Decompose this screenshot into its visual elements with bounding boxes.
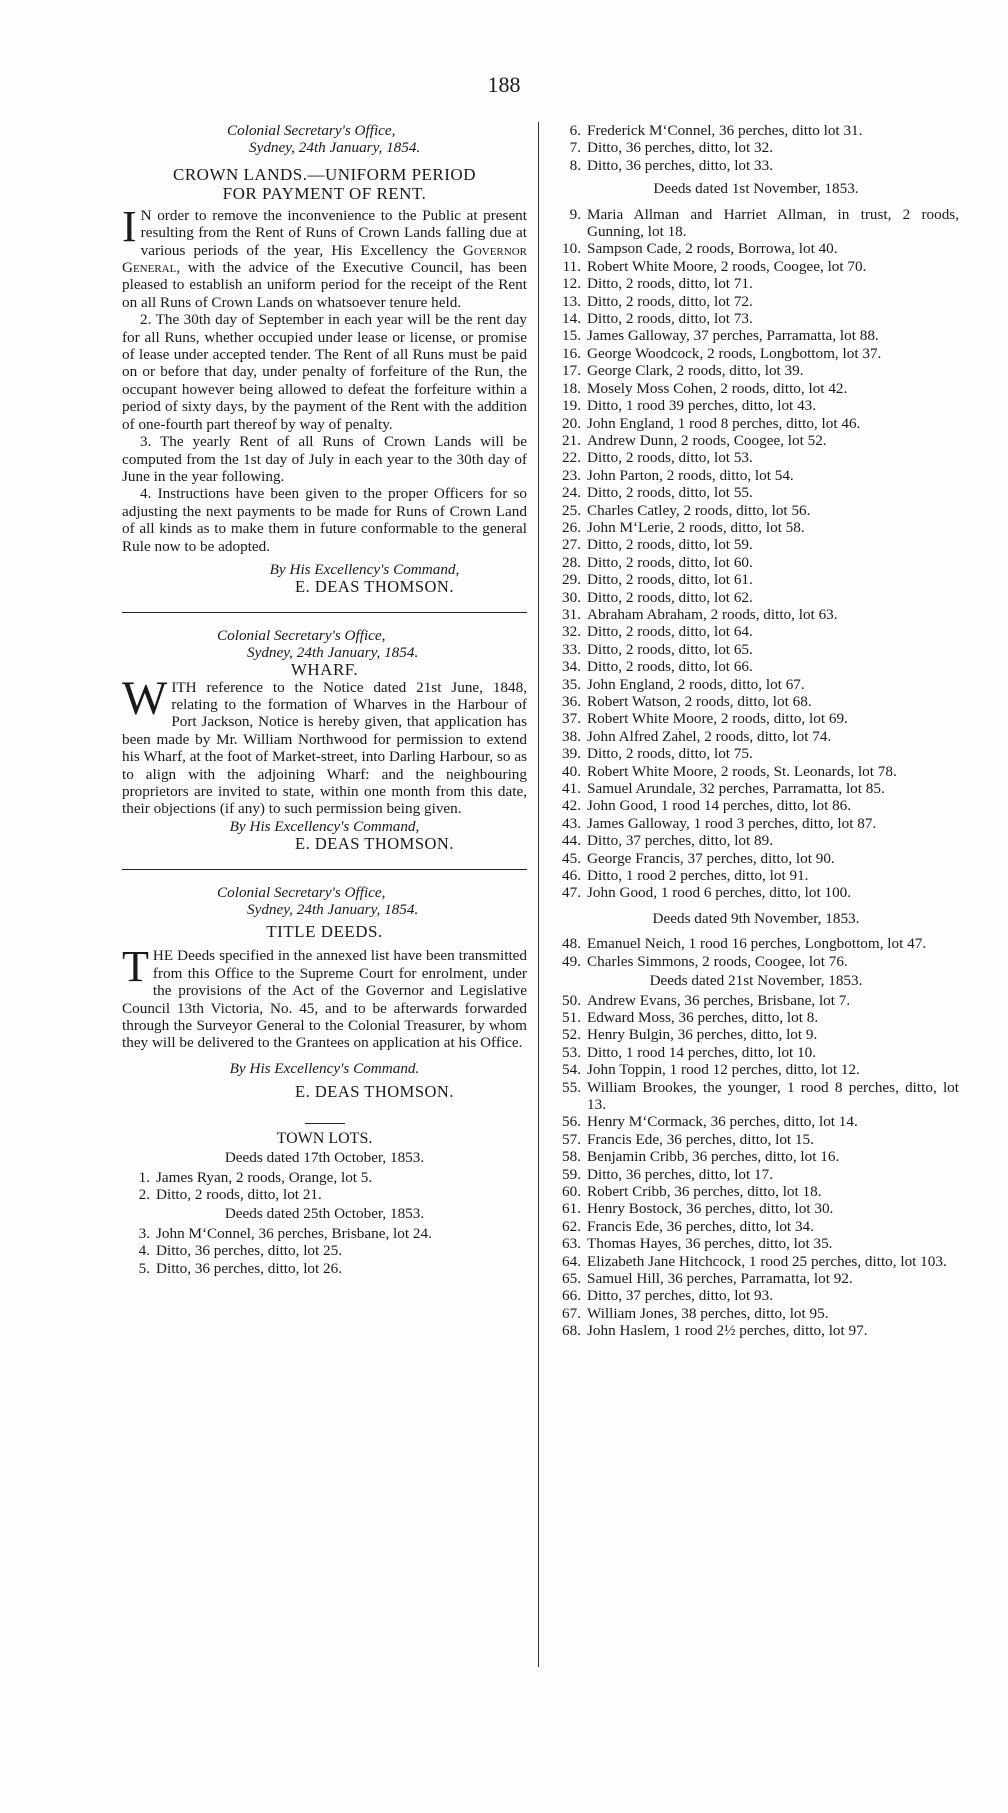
notice-wharf bbox=[122, 627, 527, 853]
entry-number: 31. bbox=[562, 605, 581, 623]
entry-number: 7. bbox=[569, 139, 581, 157]
deed-entry bbox=[553, 327, 959, 344]
date-line: Sydney, 24th January, 1854. bbox=[249, 139, 421, 157]
entry-text: Ditto, 2 roods, ditto, lot 73. bbox=[587, 310, 753, 328]
entry-text: Samuel Hill, 36 perches, Parramatta, lot 92. bbox=[587, 1270, 853, 1287]
entry-text: Francis Ede, 36 perches, ditto, lot 15. bbox=[587, 1130, 814, 1148]
deeds-list bbox=[553, 122, 959, 174]
entry-number: 9. bbox=[569, 205, 581, 223]
entry-text: George Francis, 37 perches, ditto, lot 90. bbox=[587, 849, 835, 867]
page-number: 188 bbox=[487, 72, 521, 97]
deed-entry bbox=[553, 1148, 959, 1165]
deed-entry bbox=[553, 310, 959, 327]
entry-number: 16. bbox=[562, 344, 581, 362]
town-lots-section bbox=[122, 1130, 527, 1277]
deed-entry bbox=[553, 157, 959, 174]
entry-number: 36. bbox=[562, 693, 581, 710]
deed-entry bbox=[553, 606, 959, 623]
deed-entry bbox=[122, 1186, 527, 1203]
title-line-1: CROWN LANDS.—UNIFORM PERIOD bbox=[173, 164, 476, 184]
title-line-2: FOR PAYMENT OF RENT. bbox=[222, 183, 427, 203]
entry-text: William Brookes, the younger, 1 rood 8 perches, ditto, lot 13. bbox=[587, 1078, 959, 1113]
deed-entry bbox=[553, 240, 959, 257]
entry-number: 42. bbox=[562, 797, 581, 815]
deed-entry bbox=[553, 1079, 959, 1114]
entry-number: 40. bbox=[562, 762, 581, 780]
entry-number: 66. bbox=[562, 1287, 581, 1305]
date-line: Sydney, 24th January, 1854. bbox=[247, 901, 419, 919]
deed-entry bbox=[553, 1061, 959, 1078]
entry-number: 24. bbox=[562, 484, 581, 502]
deed-entry bbox=[553, 1322, 959, 1339]
deed-entry bbox=[553, 815, 959, 832]
entry-text: Henry M‘Cormack, 36 perches, ditto, lot 14. bbox=[587, 1113, 858, 1131]
deed-entry bbox=[553, 1166, 959, 1183]
deeds-list bbox=[553, 935, 959, 970]
entry-number: 49. bbox=[562, 952, 581, 970]
dateline bbox=[122, 627, 527, 662]
entry-text: Ditto, 2 roods, ditto, lot 55. bbox=[587, 484, 753, 502]
entry-number: 60. bbox=[562, 1182, 581, 1200]
entry-text: James Galloway, 1 rood 3 perches, ditto, lot 87. bbox=[587, 814, 877, 832]
entry-text: William Jones, 38 perches, ditto, lot 95. bbox=[587, 1304, 829, 1322]
entry-text: Benjamin Cribb, 36 perches, ditto, lot 16. bbox=[587, 1148, 840, 1166]
deed-entry bbox=[553, 832, 959, 849]
entry-number: 54. bbox=[562, 1061, 581, 1079]
left-column bbox=[122, 122, 527, 1277]
entry-text: Samuel Arundale, 32 perches, Parramatta, lot 85. bbox=[587, 780, 885, 798]
entry-text: John Good, 1 rood 6 perches, ditto, lot 100. bbox=[587, 884, 852, 902]
entry-number: 65. bbox=[562, 1270, 581, 1287]
deed-entry bbox=[553, 397, 959, 414]
entry-number: 14. bbox=[562, 310, 581, 328]
deed-entry bbox=[553, 658, 959, 675]
deed-entry bbox=[122, 1260, 527, 1277]
column-divider bbox=[538, 122, 539, 1667]
deed-entry bbox=[553, 1218, 959, 1235]
entry-text: Ditto, 1 rood 39 perches, ditto, lot 43. bbox=[587, 397, 817, 415]
entry-text: John M‘Lerie, 2 roods, ditto, lot 58. bbox=[587, 518, 805, 536]
entry-text: Ditto, 2 roods, ditto, lot 64. bbox=[587, 623, 753, 641]
entry-number: 30. bbox=[562, 588, 581, 606]
entry-text: Ditto, 2 roods, ditto, lot 62. bbox=[587, 588, 753, 606]
entry-number: 44. bbox=[562, 832, 581, 850]
entry-text: Mosely Moss Cohen, 2 roods, ditto, lot 42. bbox=[587, 379, 848, 397]
deed-entry bbox=[553, 641, 959, 658]
entry-number: 50. bbox=[562, 991, 581, 1009]
entry-text: George Clark, 2 roods, ditto, lot 39. bbox=[587, 362, 804, 380]
entry-number: 58. bbox=[562, 1148, 581, 1166]
entry-number: 68. bbox=[562, 1322, 581, 1340]
entry-number: 2. bbox=[138, 1185, 150, 1203]
entry-text: Ditto, 36 perches, ditto, lot 26. bbox=[156, 1259, 343, 1277]
p1-text: ITH reference to the Notice dated 21st June, 1848, relating to the formation of Wharves in the Harbour of Port Jackson, Notice is hereby given, that application has been made by Mr. William Northwood for permission to extend his Wharf, at the foot of Market-street, into Darling Harbour, so as to align with the adjoining Wharf: and the neighbouring proprietors are invited to state, within one month from this date, their objections (if any) to such permission being given. bbox=[122, 678, 527, 818]
deed-entry bbox=[553, 206, 959, 241]
deed-entry bbox=[553, 571, 959, 588]
entry-number: 51. bbox=[562, 1008, 581, 1026]
entry-number: 17. bbox=[562, 362, 581, 380]
p1-text: HE Deeds specified in the annexed list have been transmitted from this Office to the Supreme Court for enrolment, under the provisions of the Act of the Governor and Legislative Council 13th Victoria, No. 45, and to be afterwards forwarded through the Surveyor General to the Colonial Treasurer, by whom they will be delivered to the Grantees on application at his Office. bbox=[122, 947, 527, 1052]
entry-text: Ditto, 2 roods, ditto, lot 75. bbox=[587, 745, 753, 763]
deed-entry bbox=[553, 554, 959, 571]
deed-entry bbox=[122, 1225, 527, 1242]
entry-text: Henry Bulgin, 36 perches, ditto, lot 9. bbox=[587, 1026, 818, 1044]
entry-text: Elizabeth Jane Hitchcock, 1 rood 25 perches, ditto, lot 103. bbox=[587, 1252, 947, 1270]
entry-number: 47. bbox=[562, 884, 581, 902]
office-line: Colonial Secretary's Office, bbox=[217, 626, 386, 644]
entry-text: Ditto, 2 roods, ditto, lot 60. bbox=[587, 553, 753, 571]
entry-number: 27. bbox=[562, 536, 581, 554]
section-divider bbox=[122, 612, 527, 613]
deed-entry bbox=[553, 502, 959, 519]
deed-entry bbox=[553, 1183, 959, 1200]
entry-number: 3. bbox=[138, 1224, 150, 1242]
entry-text: Thomas Hayes, 36 perches, ditto, lot 35. bbox=[587, 1235, 833, 1253]
entry-number: 62. bbox=[562, 1217, 581, 1235]
entry-number: 26. bbox=[562, 518, 581, 536]
paragraph-4: 4. Instructions have been given to the proper Officers for so adjusting the next payments to be made for Runs of Crown Land of all kinds as to make them in future conformable to the general Rule now to be adopted. bbox=[122, 485, 527, 555]
entry-number: 8. bbox=[569, 156, 581, 174]
entry-number: 15. bbox=[562, 327, 581, 345]
deeds-subheading: Deeds dated 1st November, 1853. bbox=[653, 180, 859, 198]
entry-text: Ditto, 36 perches, ditto, lot 17. bbox=[587, 1165, 774, 1183]
entry-number: 63. bbox=[562, 1235, 581, 1253]
deed-entry bbox=[553, 728, 959, 745]
deed-entry bbox=[553, 623, 959, 640]
deed-entry bbox=[553, 797, 959, 814]
entry-text: Ditto, 1 rood 14 perches, ditto, lot 10. bbox=[587, 1043, 817, 1061]
paragraph-1 bbox=[122, 201, 527, 311]
deed-entry bbox=[553, 139, 959, 156]
deed-entry bbox=[553, 1200, 959, 1217]
entry-text: Henry Bostock, 36 perches, ditto, lot 30. bbox=[587, 1200, 834, 1218]
entry-text: James Galloway, 37 perches, Parramatta, lot 88. bbox=[587, 327, 879, 345]
deed-entry bbox=[553, 589, 959, 606]
entry-number: 13. bbox=[562, 292, 581, 310]
entry-number: 12. bbox=[562, 275, 581, 293]
deed-entry bbox=[553, 484, 959, 501]
deed-entry bbox=[553, 432, 959, 449]
entry-number: 64. bbox=[562, 1252, 581, 1270]
entry-text: Frederick M‘Connel, 36 perches, ditto lot 31. bbox=[587, 122, 863, 139]
entry-text: John Parton, 2 roods, ditto, lot 54. bbox=[587, 466, 794, 484]
short-divider bbox=[305, 1123, 345, 1124]
deed-entry bbox=[553, 850, 959, 867]
entry-text: Ditto, 2 roods, ditto, lot 72. bbox=[587, 292, 753, 310]
entry-number: 38. bbox=[562, 727, 581, 745]
deed-entry bbox=[553, 345, 959, 362]
deed-entry bbox=[553, 867, 959, 884]
deed-entry bbox=[553, 449, 959, 466]
section-divider bbox=[122, 869, 527, 870]
deed-entry bbox=[553, 519, 959, 536]
entry-text: Ditto, 1 rood 2 perches, ditto, lot 91. bbox=[587, 867, 809, 885]
entry-text: Robert Watson, 2 roods, ditto, lot 68. bbox=[587, 693, 812, 710]
entry-number: 1. bbox=[138, 1168, 150, 1186]
deed-entry bbox=[553, 362, 959, 379]
entry-number: 32. bbox=[562, 623, 581, 641]
date-line: Sydney, 24th January, 1854. bbox=[247, 644, 419, 662]
deed-entry bbox=[553, 676, 959, 693]
entry-number: 57. bbox=[562, 1130, 581, 1148]
deeds-subheading: Deeds dated 25th October, 1853. bbox=[224, 1205, 425, 1223]
entry-number: 29. bbox=[562, 571, 581, 589]
entry-number: 4. bbox=[138, 1242, 150, 1260]
entry-text: John Haslem, 1 rood 2½ perches, ditto, lot 97. bbox=[587, 1322, 868, 1340]
deed-entry bbox=[553, 953, 959, 970]
town-lots-heading: TOWN LOTS. bbox=[276, 1129, 373, 1147]
entry-number: 23. bbox=[562, 466, 581, 484]
dateline bbox=[122, 884, 527, 919]
entry-text: Ditto, 37 perches, ditto, lot 93. bbox=[587, 1287, 774, 1305]
entry-number: 10. bbox=[562, 240, 581, 258]
deed-entry bbox=[553, 293, 959, 310]
entry-number: 28. bbox=[562, 553, 581, 571]
paragraph-3: 3. The yearly Rent of all Runs of Crown Lands will be computed from the 1st day of July in each year to the 30th day of June in the year following. bbox=[122, 433, 527, 485]
deed-entry bbox=[553, 275, 959, 292]
deed-entry bbox=[553, 884, 959, 901]
entry-number: 52. bbox=[562, 1026, 581, 1044]
entry-text: John Alfred Zahel, 2 roods, ditto, lot 74. bbox=[587, 727, 832, 745]
signature: E. DEAS THOMSON. bbox=[295, 577, 454, 597]
entry-number: 25. bbox=[562, 501, 581, 519]
entry-number: 43. bbox=[562, 814, 581, 832]
notice-title: WHARF. bbox=[290, 659, 359, 679]
deeds-list bbox=[122, 1169, 527, 1204]
deed-entry bbox=[122, 1242, 527, 1259]
deed-entry bbox=[553, 992, 959, 1009]
entry-text: Robert Cribb, 36 perches, ditto, lot 18. bbox=[587, 1182, 822, 1200]
entry-text: James Ryan, 2 roods, Orange, lot 5. bbox=[156, 1168, 373, 1186]
deed-entry bbox=[553, 1113, 959, 1130]
entry-number: 41. bbox=[562, 780, 581, 798]
deed-entry bbox=[553, 1235, 959, 1252]
entry-number: 33. bbox=[562, 640, 581, 658]
deed-entry bbox=[553, 1009, 959, 1026]
entry-text: Robert White Moore, 2 roods, ditto, lot 69. bbox=[587, 710, 848, 728]
deeds-list bbox=[122, 1225, 527, 1277]
entry-text: Maria Allman and Harriet Allman, in trust, 2 roods, Gunning, lot 18. bbox=[587, 205, 959, 241]
entry-number: 37. bbox=[562, 710, 581, 728]
deed-entry bbox=[553, 1131, 959, 1148]
entry-number: 56. bbox=[562, 1113, 581, 1131]
entry-text: Ditto, 36 perches, ditto, lot 33. bbox=[587, 156, 774, 174]
entry-text: John M‘Connel, 36 perches, Brisbane, lot 24. bbox=[156, 1224, 432, 1242]
entry-number: 53. bbox=[562, 1043, 581, 1061]
deed-entry bbox=[553, 780, 959, 797]
deeds-subheading: Deeds dated 9th November, 1853. bbox=[652, 909, 860, 927]
entry-text: John Good, 1 rood 14 perches, ditto, lot 86. bbox=[587, 797, 852, 815]
command-line: By His Excellency's Command, bbox=[269, 560, 460, 578]
entry-number: 6. bbox=[569, 122, 581, 139]
entry-number: 35. bbox=[562, 675, 581, 693]
entry-text: Charles Catley, 2 roods, ditto, lot 56. bbox=[587, 501, 811, 519]
deed-entry bbox=[553, 935, 959, 952]
entry-number: 5. bbox=[138, 1259, 150, 1277]
deed-entry bbox=[553, 1026, 959, 1043]
deeds-subheading: Deeds dated 21st November, 1853. bbox=[649, 972, 863, 990]
deeds-list bbox=[553, 992, 959, 1340]
deed-entry bbox=[553, 258, 959, 275]
entry-number: 19. bbox=[562, 397, 581, 415]
entry-number: 39. bbox=[562, 745, 581, 763]
signature: E. DEAS THOMSON. bbox=[295, 1082, 454, 1102]
entry-text: Sampson Cade, 2 roods, Borrowa, lot 40. bbox=[587, 240, 838, 258]
entry-text: Robert White Moore, 2 roods, St. Leonards, lot 78. bbox=[587, 762, 897, 780]
entry-number: 22. bbox=[562, 449, 581, 467]
drop-cap: T bbox=[122, 942, 149, 992]
entry-number: 34. bbox=[562, 658, 581, 676]
entry-text: Ditto, 36 perches, ditto, lot 25. bbox=[156, 1242, 343, 1260]
p1-text-b: , with the advice of the Executive Council, has been pleased to establish an uniform period for the receipt of the Rent on all Runs of Crown Lands on whatsoever tenure held. bbox=[122, 259, 527, 311]
deed-entry bbox=[553, 1270, 959, 1287]
deed-entry bbox=[553, 415, 959, 432]
deed-entry bbox=[553, 693, 959, 710]
deed-entry bbox=[553, 536, 959, 553]
deed-entry bbox=[553, 380, 959, 397]
entry-text: Ditto, 36 perches, ditto, lot 32. bbox=[587, 139, 774, 157]
entry-text: Emanuel Neich, 1 rood 16 perches, Longbottom, lot 47. bbox=[587, 935, 927, 953]
deeds-list bbox=[553, 206, 959, 902]
entry-number: 20. bbox=[562, 414, 581, 432]
deed-entry bbox=[553, 1305, 959, 1322]
entry-text: Ditto, 2 roods, ditto, lot 53. bbox=[587, 449, 753, 467]
signature: E. DEAS THOMSON. bbox=[295, 834, 454, 854]
paragraph-1 bbox=[122, 942, 527, 1052]
entry-number: 48. bbox=[562, 935, 581, 953]
entry-text: Ditto, 2 roods, ditto, lot 65. bbox=[587, 640, 753, 658]
deed-entry bbox=[553, 1253, 959, 1270]
deed-entry bbox=[553, 1287, 959, 1304]
entry-number: 11. bbox=[562, 257, 581, 275]
drop-cap: W bbox=[122, 671, 168, 725]
p1-smallcaps: Governor General bbox=[122, 241, 527, 277]
deed-entry bbox=[553, 745, 959, 762]
notice-title bbox=[122, 165, 527, 203]
entry-text: Ditto, 2 roods, ditto, lot 59. bbox=[587, 536, 753, 554]
deed-entry bbox=[553, 467, 959, 484]
entry-number: 67. bbox=[562, 1304, 581, 1322]
entry-number: 55. bbox=[562, 1078, 581, 1096]
deed-entry bbox=[553, 763, 959, 780]
entry-text: Ditto, 2 roods, ditto, lot 61. bbox=[587, 571, 753, 589]
entry-text: John Toppin, 1 rood 12 perches, ditto, lot 12. bbox=[587, 1061, 860, 1079]
p1-text-a: N order to remove the inconvenience to the Public at present resulting from the Rent of Runs of Crown Lands falling due at various periods of the year, His Excellency the bbox=[140, 206, 527, 259]
entry-number: 45. bbox=[562, 849, 581, 867]
office-line: Colonial Secretary's Office, bbox=[217, 883, 386, 901]
entry-number: 61. bbox=[562, 1200, 581, 1218]
entry-text: George Woodcock, 2 roods, Longbottom, lot 37. bbox=[587, 344, 882, 362]
paragraph-1 bbox=[122, 671, 527, 818]
notice-crown-lands bbox=[122, 122, 527, 596]
entry-text: John England, 1 rood 8 perches, ditto, lot 46. bbox=[587, 414, 861, 432]
entry-text: Francis Ede, 36 perches, ditto, lot 34. bbox=[587, 1217, 814, 1235]
entry-text: Charles Simmons, 2 roods, Coogee, lot 76. bbox=[587, 952, 848, 970]
deed-entry bbox=[553, 122, 959, 139]
deed-entry bbox=[553, 710, 959, 727]
deed-entry bbox=[122, 1169, 527, 1186]
entry-number: 18. bbox=[562, 379, 581, 397]
office-line: Colonial Secretary's Office, bbox=[227, 122, 396, 139]
deed-entry bbox=[553, 1044, 959, 1061]
entry-text: Ditto, 2 roods, ditto, lot 71. bbox=[587, 275, 753, 293]
right-column bbox=[553, 122, 959, 1340]
entry-text: Edward Moss, 36 perches, ditto, lot 8. bbox=[587, 1008, 819, 1026]
entry-text: Abraham Abraham, 2 roods, ditto, lot 63. bbox=[587, 605, 838, 623]
deeds-subheading: Deeds dated 17th October, 1853. bbox=[224, 1149, 425, 1167]
command-line: By His Excellency's Command, bbox=[229, 817, 420, 835]
notice-title-deeds bbox=[122, 884, 527, 1101]
entry-number: 46. bbox=[562, 867, 581, 885]
drop-cap: I bbox=[122, 201, 137, 251]
entry-text: Ditto, 2 roods, ditto, lot 21. bbox=[156, 1185, 322, 1203]
entry-text: Andrew Evans, 36 perches, Brisbane, lot 7. bbox=[587, 991, 851, 1009]
entry-text: Ditto, 2 roods, ditto, lot 66. bbox=[587, 658, 753, 676]
entry-text: Ditto, 37 perches, ditto, lot 89. bbox=[587, 832, 774, 850]
entry-text: Andrew Dunn, 2 roods, Coogee, lot 52. bbox=[587, 431, 827, 449]
paragraph-2: 2. The 30th day of September in each year will be the rent day for all Runs, whether occupied under lease or license, or promise of lease under accepted tender. The Rent of all Runs must be paid on or before that day, under penalty of forfeiture of the Run, the occupant however being allowed to defeat the forfeiture within a period of sixty days, by the payment of the Rent with the addition of one-fourth part thereof by way of penalty. bbox=[122, 311, 527, 433]
command-line: By His Excellency's Command. bbox=[229, 1059, 420, 1077]
dateline bbox=[122, 122, 527, 157]
entry-number: 59. bbox=[562, 1165, 581, 1183]
entry-text: Robert White Moore, 2 roods, Coogee, lot 70. bbox=[587, 257, 867, 275]
notice-title: TITLE DEEDS. bbox=[266, 922, 383, 942]
entry-number: 21. bbox=[562, 431, 581, 449]
entry-text: John England, 2 roods, ditto, lot 67. bbox=[587, 675, 805, 693]
